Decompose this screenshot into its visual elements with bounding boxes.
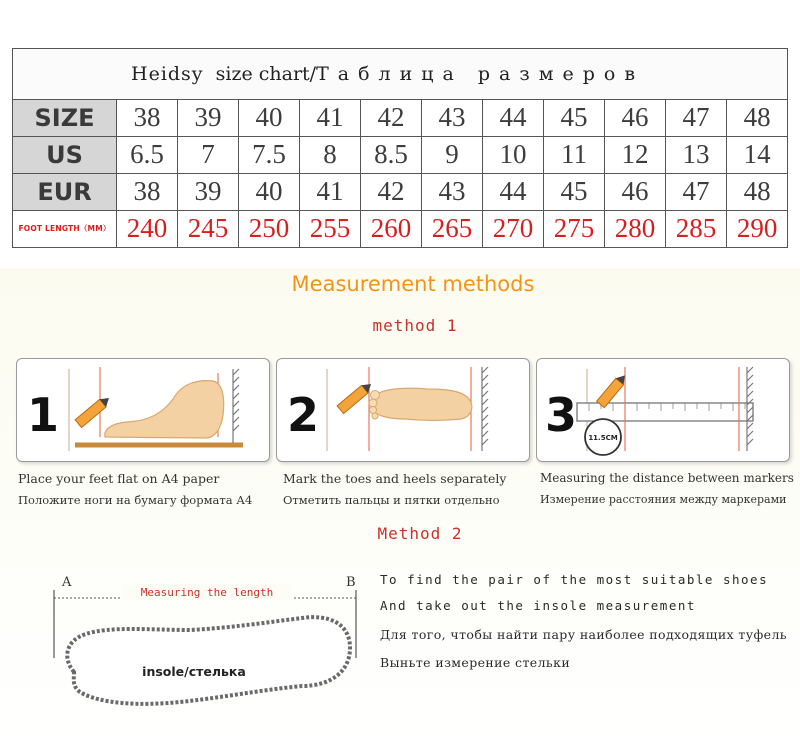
size-chart-label: size chart/: [215, 62, 317, 85]
size-cell: 39: [178, 99, 239, 136]
brand-name: Heidsy: [131, 62, 204, 85]
eur-cell: 42: [361, 173, 422, 210]
step-2-panel: [276, 358, 530, 462]
eur-cell: 45: [544, 173, 605, 210]
foot-length-cell: 245: [178, 210, 239, 247]
step-2-number: 2: [287, 388, 320, 442]
method-2-line-4: Выньте измерение стельки: [380, 655, 571, 670]
us-cell: 12: [605, 136, 666, 173]
eur-cell: 48: [727, 173, 788, 210]
us-cell: 8.5: [361, 136, 422, 173]
eur-cell: 43: [422, 173, 483, 210]
us-cell: 7: [178, 136, 239, 173]
step-3-caption-en: Measuring the distance between markers: [540, 471, 794, 485]
point-b-label: B: [346, 575, 356, 590]
foot-top-icon: [277, 359, 529, 461]
eur-cell: 40: [239, 173, 300, 210]
foot-length-cell: 250: [239, 210, 300, 247]
method-2-label: Method 2: [377, 524, 463, 543]
us-cell: 7.5: [239, 136, 300, 173]
foot-length-cell: 285: [666, 210, 727, 247]
eur-cell: 41: [300, 173, 361, 210]
eur-cell: 44: [483, 173, 544, 210]
eur-cell: 38: [117, 173, 178, 210]
eur-row: [13, 173, 788, 210]
point-a-label: A: [62, 575, 72, 590]
size-cell: 42: [361, 99, 422, 136]
step-1-panel: [16, 358, 270, 462]
row-label-foot-length: FOOT LENGTH（MM）: [13, 210, 117, 247]
foot-length-cell: 280: [605, 210, 666, 247]
size-cell: 38: [117, 99, 178, 136]
foot-length-cell: 275: [544, 210, 605, 247]
eur-cell: 39: [178, 173, 239, 210]
measurement-methods-title: Measurement methods: [291, 272, 535, 296]
size-cell: 45: [544, 99, 605, 136]
step-2-caption-ru: Отметить пальцы и пятки отдельно: [283, 493, 500, 507]
size-cell: 46: [605, 99, 666, 136]
step-3-number: 3: [545, 388, 578, 442]
step-1-caption-ru: Положите ноги на бумагу формата А4: [18, 493, 253, 507]
us-cell: 11: [544, 136, 605, 173]
size-chart-table: [12, 48, 788, 248]
foot-length-cell: 240: [117, 210, 178, 247]
size-chart-label-ru: Таблица размеров: [316, 62, 645, 85]
step-1-number: 1: [27, 388, 60, 442]
method-2-line-1: To find the pair of the most suitable shoes: [380, 572, 769, 587]
step-3-caption-ru: Измерение расстояния между маркерами: [540, 493, 787, 506]
insole-illustration: [40, 568, 370, 738]
step-3-panel: [536, 358, 790, 462]
size-cell: 47: [666, 99, 727, 136]
us-cell: 13: [666, 136, 727, 173]
us-cell: 10: [483, 136, 544, 173]
size-cell: 48: [727, 99, 788, 136]
size-cell: 40: [239, 99, 300, 136]
step-1-caption-en: Place your feet flat on A4 paper: [18, 471, 220, 486]
us-cell: 8: [300, 136, 361, 173]
size-chart-title: [13, 49, 788, 100]
insole-label: insole/стелька: [142, 664, 246, 679]
foot-length-cell: 290: [727, 210, 788, 247]
size-cell: 44: [483, 99, 544, 136]
step-2-caption-en: Mark the toes and heels separately: [283, 471, 507, 486]
foot-length-cell: 270: [483, 210, 544, 247]
method-1-label: method 1: [372, 316, 458, 335]
eur-cell: 46: [605, 173, 666, 210]
foot-length-cell: 255: [300, 210, 361, 247]
eur-cell: 47: [666, 173, 727, 210]
ruler-icon: [537, 359, 789, 461]
method-2-line-3: Для того, чтобы найти пару наиболее подходящих туфель: [380, 627, 787, 642]
us-cell: 14: [727, 136, 788, 173]
foot-length-cell: 260: [361, 210, 422, 247]
foot-side-icon: [17, 359, 269, 461]
foot-length-row: [13, 210, 788, 247]
method-2-line-2: And take out the insole measurement: [380, 598, 696, 613]
us-row: [13, 136, 788, 173]
foot-length-cell: 265: [422, 210, 483, 247]
size-cell: 41: [300, 99, 361, 136]
us-cell: 6.5: [117, 136, 178, 173]
row-label-size: SIZE: [13, 99, 117, 136]
size-cell: 43: [422, 99, 483, 136]
size-row: [13, 99, 788, 136]
ruler-reading: 11.5CM: [588, 434, 618, 442]
us-cell: 9: [422, 136, 483, 173]
row-label-eur: EUR: [13, 173, 117, 210]
row-label-us: US: [13, 136, 117, 173]
measuring-length-label: Measuring the length: [140, 586, 274, 599]
